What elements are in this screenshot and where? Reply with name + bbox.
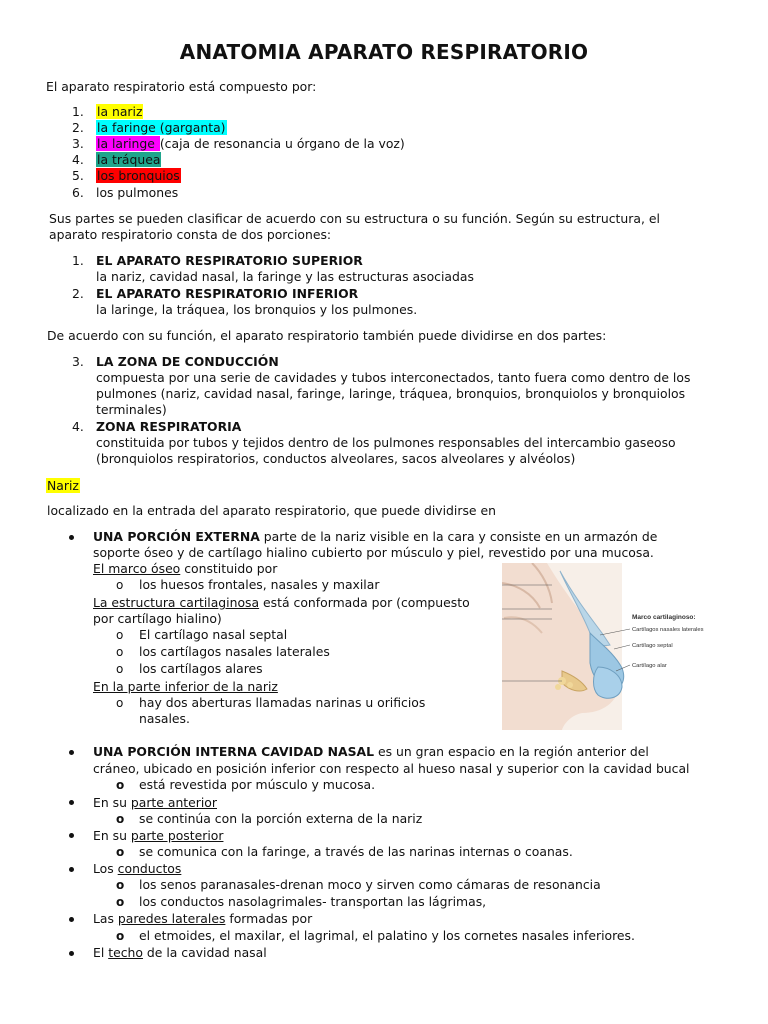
circle-bullet: o: [116, 645, 124, 659]
figure-label: Cartílago alar: [632, 663, 667, 669]
highlighted-term: la laringe: [97, 136, 159, 151]
list-item: [96, 152, 161, 168]
bullet-dot: [69, 800, 74, 805]
figure-title: Marco cartilaginoso:: [632, 614, 696, 621]
paragraph-line: localizado en la entrada del aparato respiratorio, que puede dividirse en: [47, 503, 496, 518]
bullet-dot: [69, 535, 74, 540]
circle-bullet: o: [116, 628, 124, 642]
sub-item: nasales.: [139, 711, 190, 726]
paragraph-line: por cartílago hialino): [93, 611, 222, 626]
circle-bullet: o: [116, 895, 125, 909]
bullet-line: Los conductos: [93, 861, 182, 876]
circle-bullet: o: [116, 662, 124, 676]
figure-label: Cartílago septal: [632, 643, 673, 649]
list-number: 1.: [72, 104, 84, 119]
section-heading: ZONA RESPIRATORIA: [96, 419, 242, 434]
section-text: terminales): [96, 402, 167, 417]
list-number: 4.: [72, 419, 84, 434]
bullet-line: Las paredes laterales formadas por: [93, 911, 313, 926]
sub-item: se continúa con la porción externa de la nariz: [139, 811, 423, 826]
bullet-line: En su parte anterior: [93, 795, 217, 810]
section-text: la nariz, cavidad nasal, la faringe y las estructuras asociadas: [96, 269, 474, 284]
sub-heading: El marco óseo constituido por: [93, 561, 278, 576]
bullet-dot: [69, 833, 74, 838]
list-number: 1.: [72, 253, 84, 268]
list-item-suffix: (caja de resonancia u órgano de la voz): [159, 136, 405, 151]
circle-bullet: o: [116, 845, 125, 859]
figure-label: Cartílagos nasales laterales: [632, 627, 704, 633]
section-heading: EL APARATO RESPIRATORIO SUPERIOR: [96, 253, 363, 268]
sub-item: los conductos nasolagrimales- transportan las lágrimas,: [139, 894, 487, 909]
sub-item: los cartílagos alares: [139, 661, 263, 676]
sub-heading: La estructura cartilaginosa está conformada por (compuesto: [93, 595, 470, 610]
intro-text: El aparato respiratorio está compuesto por:: [46, 79, 317, 94]
sub-item: los huesos frontales, nasales y maxilar: [139, 577, 380, 592]
section-text: la laringe, la tráquea, los bronquios y los pulmones.: [96, 302, 418, 317]
paragraph-line: De acuerdo con su función, el aparato respiratorio también puede dividirse en dos partes:: [47, 328, 607, 343]
list-item: [96, 168, 181, 184]
bullet-line: El techo de la cavidad nasal: [93, 945, 267, 960]
internal-portion-line: UNA PORCIÓN INTERNA CAVIDAD NASAL es un gran espacio en la región anterior del: [93, 744, 649, 759]
list-item: [96, 136, 405, 152]
list-number: 2.: [72, 120, 84, 135]
bullet-dot: [69, 917, 74, 922]
sub-item: se comunica con la faringe, a través de las narinas internas o coanas.: [139, 844, 573, 859]
sub-item: está revestida por músculo y mucosa.: [139, 777, 376, 792]
circle-bullet: o: [116, 929, 125, 943]
sub-item: hay dos aberturas llamadas narinas u orificios: [139, 695, 426, 710]
list-item: [96, 120, 227, 136]
list-number: 3.: [72, 354, 84, 369]
bullet-dot: [69, 750, 74, 755]
list-item: [96, 104, 143, 120]
sub-item: El cartílago nasal septal: [139, 627, 288, 642]
nose-cartilage-illustration: [502, 563, 718, 730]
list-number: 3.: [72, 136, 84, 151]
circle-bullet: o: [116, 812, 125, 826]
list-number: 4.: [72, 152, 84, 167]
list-number: 6.: [72, 185, 84, 200]
section-text: constituida por tubos y tejidos dentro de los pulmones responsables del intercambio gaseoso: [96, 435, 676, 450]
sub-item: el etmoides, el maxilar, el lagrimal, el palatino y los cornetes nasales inferiores.: [139, 928, 635, 943]
external-portion-line: UNA PORCIÓN EXTERNA parte de la nariz visible en la cara y consiste en un armazón de: [93, 529, 658, 544]
section-heading: LA ZONA DE CONDUCCIÓN: [96, 354, 279, 369]
section-heading: EL APARATO RESPIRATORIO INFERIOR: [96, 286, 359, 301]
sub-item: los senos paranasales-drenan moco y sirven como cámaras de resonancia: [139, 877, 601, 892]
circle-bullet: o: [116, 696, 124, 710]
circle-bullet: o: [116, 778, 125, 792]
section-text: (bronquiolos respiratorios, conductos alveolares, sacos alveolares y alvéolos): [96, 451, 576, 466]
circle-bullet: o: [116, 878, 125, 892]
list-number: 5.: [72, 168, 84, 183]
sub-item: los cartílagos nasales laterales: [139, 644, 330, 659]
bullet-dot: [69, 951, 74, 956]
highlighted-term: la nariz: [97, 104, 143, 119]
page-title: ANATOMIA APARATO RESPIRATORIO: [179, 40, 589, 64]
sub-heading: En la parte inferior de la nariz: [93, 679, 278, 694]
bullet-line: En su parte posterior: [93, 828, 224, 843]
paragraph-line: aparato respiratorio consta de dos porciones:: [49, 227, 332, 242]
list-number: 2.: [72, 286, 84, 301]
highlighted-term: los bronquios: [97, 168, 180, 183]
section-text: compuesta por una serie de cavidades y tubos interconectados, tanto fuera como dentro de los: [96, 370, 691, 385]
nose-diagram-svg: [502, 563, 718, 730]
paragraph-line: Sus partes se pueden clasificar de acuerdo con su estructura o su función. Según su estructura, el: [49, 211, 660, 226]
nariz-heading: Nariz: [47, 478, 79, 493]
circle-bullet: o: [116, 578, 124, 592]
section-text: pulmones (nariz, cavidad nasal, faringe, laringe, tráquea, bronquios, bronquiolos y bronquiolos: [96, 386, 686, 401]
highlighted-term: la tráquea: [97, 152, 161, 167]
list-item: los pulmones: [96, 185, 179, 200]
paragraph-line: cráneo, ubicado en posición inferior con respecto al hueso nasal y superior con la cavidad bucal: [93, 761, 690, 776]
bullet-dot: [69, 867, 74, 872]
highlighted-term: la faringe (garganta): [97, 120, 226, 135]
paragraph-line: soporte óseo y de cartílago hialino cubierto por músculo y piel, revestido por una mucosa.: [93, 545, 654, 560]
